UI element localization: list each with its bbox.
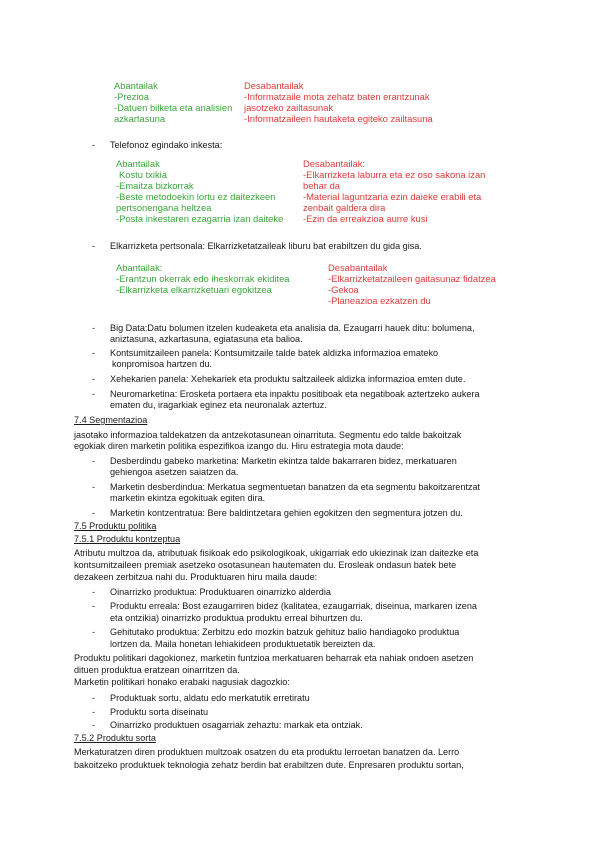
text-line: dituen produktua eratzean oinarritzen da.: [74, 665, 240, 675]
table3-dis-title: Desabantailak: [328, 262, 388, 273]
bullet-dash: -: [92, 323, 95, 333]
text-line: Big Data:Datu bolumen itzelen kudeaketa eta analisia da. Ezaugarri hauek ditu: bolumena,: [110, 323, 475, 333]
bullet-dash: -: [92, 508, 95, 518]
paragraph-7-4: [74, 430, 461, 452]
paragraph-7-5-1: [74, 548, 478, 584]
text-line: Neuromarketina: Erosketa portaera eta inpaktu positiboak eta negatiboak aztertzeko aukera: [110, 389, 480, 399]
bullet-oinarrizko: [110, 587, 331, 598]
text-line: Marketin desberdindua: Merkatua segmentuetan banatzen da eta segmentu bakoitzarentzat: [110, 482, 481, 492]
text-line: Oinarrizko produktua: Produktuaren oinarrizko alderdia: [110, 587, 331, 597]
text-line: Xehekarien panela: Xehekariek eta produktu saltzaileek aldizka informazioa emten dute.: [110, 374, 466, 384]
text-line: marketin ekintza egokituak egiten dira.: [110, 493, 266, 503]
bullet-produktuak-sortu: [110, 693, 310, 704]
table2-dis-line: -Material laguntzaria ezin daieke erabili eta: [303, 191, 482, 202]
bullet-dash: -: [92, 707, 95, 717]
table2-dis-line: behar da: [303, 180, 341, 191]
bullet-dash: -: [92, 140, 95, 150]
table3-disadvantages: [328, 262, 496, 306]
table2-advantages: [116, 158, 283, 224]
text-line: aniztasuna, azkartasuna, egiatasuna eta balioa.: [110, 334, 303, 344]
text-line: Merkaturatzen diren produktuen multzoak osatzen du eta produktu lerroetan banatzen da. Lerro: [74, 747, 460, 757]
table3-adv-title: Abantailak:: [116, 262, 163, 273]
table3-advantages: [116, 262, 290, 295]
table3-adv-line: -Elkarrizketa elkarrizketuari egokitzea: [116, 284, 272, 295]
table2-adv-line: pertsonengana heltzea: [116, 202, 212, 213]
table1-dis-title: Desabantailak: [244, 80, 304, 91]
text-line: Marketin politikari honako erabaki nagusiak dagozkio:: [74, 677, 290, 687]
bullet-telefonoz: Telefonoz egindako inkesta:: [110, 140, 223, 150]
text-line: Produktu sorta diseinatu: [110, 707, 209, 717]
table1-adv-line: azkartasuna: [114, 113, 166, 124]
table2-dis-line: zenbait galdera dira: [303, 202, 386, 213]
text-line: gehiengoa asetzen saiatzen da.: [110, 467, 239, 477]
heading-7-5-1: 7.5.1 Produktu kontzeptua: [74, 534, 181, 544]
text-line: Kontsumitzaileen panela: Kontsumitzaile talde batek aldizka informazioa emateko: [110, 348, 439, 358]
bullet-dash: -: [92, 374, 95, 384]
text-line: Gehitutako produktua: Zerbitzu edo mozkin batzuk gehituz balio handiagoko produktua: [110, 627, 460, 637]
bullet-sorta-diseinatu: [110, 707, 208, 718]
text-line: Produktu erreala: Bost ezaugarriren bidez (kalitatea, ezaugarriak, diseinua, markaren izena: [110, 601, 477, 611]
table3-dis-line: -Elkarrizketatzaileen gaitasunaz fidatzea: [328, 273, 496, 284]
table2-dis-line: -Ezin da erreakzioa aurre kusi: [303, 213, 428, 224]
bullet-erreala: [110, 601, 477, 625]
bullet-dash: -: [92, 389, 95, 399]
table1-adv-line: -Datuen bilketa eta analisien: [114, 102, 233, 113]
table2-disadvantages: [303, 158, 485, 224]
bullet-dash: -: [92, 241, 95, 251]
text-line: lortzen da. Maila honetan lehiakideen produktuetatik bereizten da.: [110, 639, 376, 649]
bullet-kontsumitzaile: [110, 348, 438, 370]
bullet-elkarrizketa: Elkarrizketa pertsonala: Elkarrizketatzaileak liburu bat erabiltzen du gida gisa.: [110, 241, 422, 251]
table1-dis-line: jasotzeko zailtasunak: [244, 102, 334, 113]
paragraph-7-5-2: [74, 747, 464, 773]
text-line: konpromisoa hartzen du.: [112, 359, 213, 369]
table1-dis-line: -Informatzaile mota zehatz baten erantzunak: [244, 91, 430, 102]
table1-adv-line: -Prezioa: [114, 91, 149, 102]
bullet-dash: -: [92, 348, 95, 358]
text-line: kontsumitzaileen premiak asetzeko osotasunean hautematen du. Erosleak ondasun batek bete: [74, 560, 457, 570]
bullet-dash: -: [92, 587, 95, 597]
bullet-xehekari: [110, 374, 465, 385]
text-line: Marketin kontzentratua: Bere baldintzetara gehien egokitzen den segmentura jotzen du.: [110, 508, 463, 518]
table2-adv-line: -Posta inkestaren ezagarria izan daiteke: [116, 213, 284, 224]
heading-7-4: 7.4 Segmentazioa: [74, 415, 148, 425]
text-line: eta ontzikia) oinarrizko produktua produktu erreal bihurtzen du.: [110, 613, 363, 623]
bullet-big-data: [110, 323, 475, 345]
text-line: Atributu multzoa da, atributuak fisikoak edo psikologikoak, ukigarriak edo ukiezinak izan daitezke eta: [74, 548, 479, 558]
table2-adv-line: -Beste metodoekin lortu ez daitezkeen: [116, 191, 276, 202]
bullet-dash: -: [92, 627, 95, 637]
text-line: Produktu politikari dagokionez, marketin funtzioa merkatuaren beharrak eta nahiak ondoen asetzen: [74, 653, 474, 663]
text-line: ematen du, iragarkiak eginez eta neuronalak aztertuz.: [110, 400, 327, 410]
bullet-dash: -: [92, 482, 95, 492]
text-line: Produktuak sortu, aldatu edo merkatutik erretiratu: [110, 693, 310, 703]
bullet-desberdindu-gabeko: [110, 456, 457, 478]
table2-dis-title: Desabantailak:: [303, 158, 366, 169]
text-line: Oinarrizko produktuen osagarriak zehaztu: markak eta ontziak.: [110, 720, 363, 730]
heading-7-5: 7.5 Produktu politika: [74, 521, 157, 531]
paragraph-politika: [74, 653, 473, 689]
bullet-neuromarketina: [110, 389, 480, 411]
text-line: dezakeen zerbitzua nahi du. Produktuaren hiru maila daude:: [74, 572, 318, 582]
table3-dis-line: -Planeazioa ezkatzen du: [328, 295, 431, 306]
table1-advantages: [114, 80, 232, 124]
table1-dis-line: -Informatzaileen hautaketa egiteko zailtasuna: [244, 113, 433, 124]
text-line: bakoitzeko produktuek teknologia zehatz berdin bat erabiltzen dute. Enpresaren produktu sortan,: [74, 760, 464, 770]
bullet-dash: -: [92, 456, 95, 466]
text-line: Desberdindu gabeko marketina: Marketin ekintza talde bakarraren bidez, merkatuaren: [110, 456, 457, 466]
table2-adv-line: Kostu txikia: [119, 169, 167, 180]
bullet-desberdindua: [110, 482, 480, 504]
heading-7-5-2: 7.5.2 Produktu sorta: [74, 733, 156, 743]
bullet-dash: -: [92, 693, 95, 703]
table2-adv-line: -Emaitza bizkorrak: [116, 180, 194, 191]
bullet-dash: -: [92, 601, 95, 611]
bullet-kontzentratua: [110, 508, 463, 519]
text-line: egokiak diren marketin politika espezifikoa izango du. Hiru estrategia mota daude:: [74, 441, 404, 451]
bullet-gehitutako: [110, 627, 459, 651]
table1-adv-title: Abantailak: [114, 80, 158, 91]
bullet-dash: -: [92, 720, 95, 730]
bullet-osagarriak: [110, 720, 363, 731]
table3-dis-line: -Gekoa: [328, 284, 359, 295]
table1-disadvantages: [244, 80, 433, 124]
text-line: jasotako informazioa taldekatzen da antzekotasunean oinarrituta. Segmentu edo talde bakoitzak: [74, 430, 462, 440]
table2-dis-line: -Elkarrizketa laburra eta ez oso sakona izan: [303, 169, 486, 180]
table3-adv-line: -Erantzun okerrak edo iheskorrak ekiditea: [116, 273, 290, 284]
table2-adv-title: Abantailak: [116, 158, 160, 169]
